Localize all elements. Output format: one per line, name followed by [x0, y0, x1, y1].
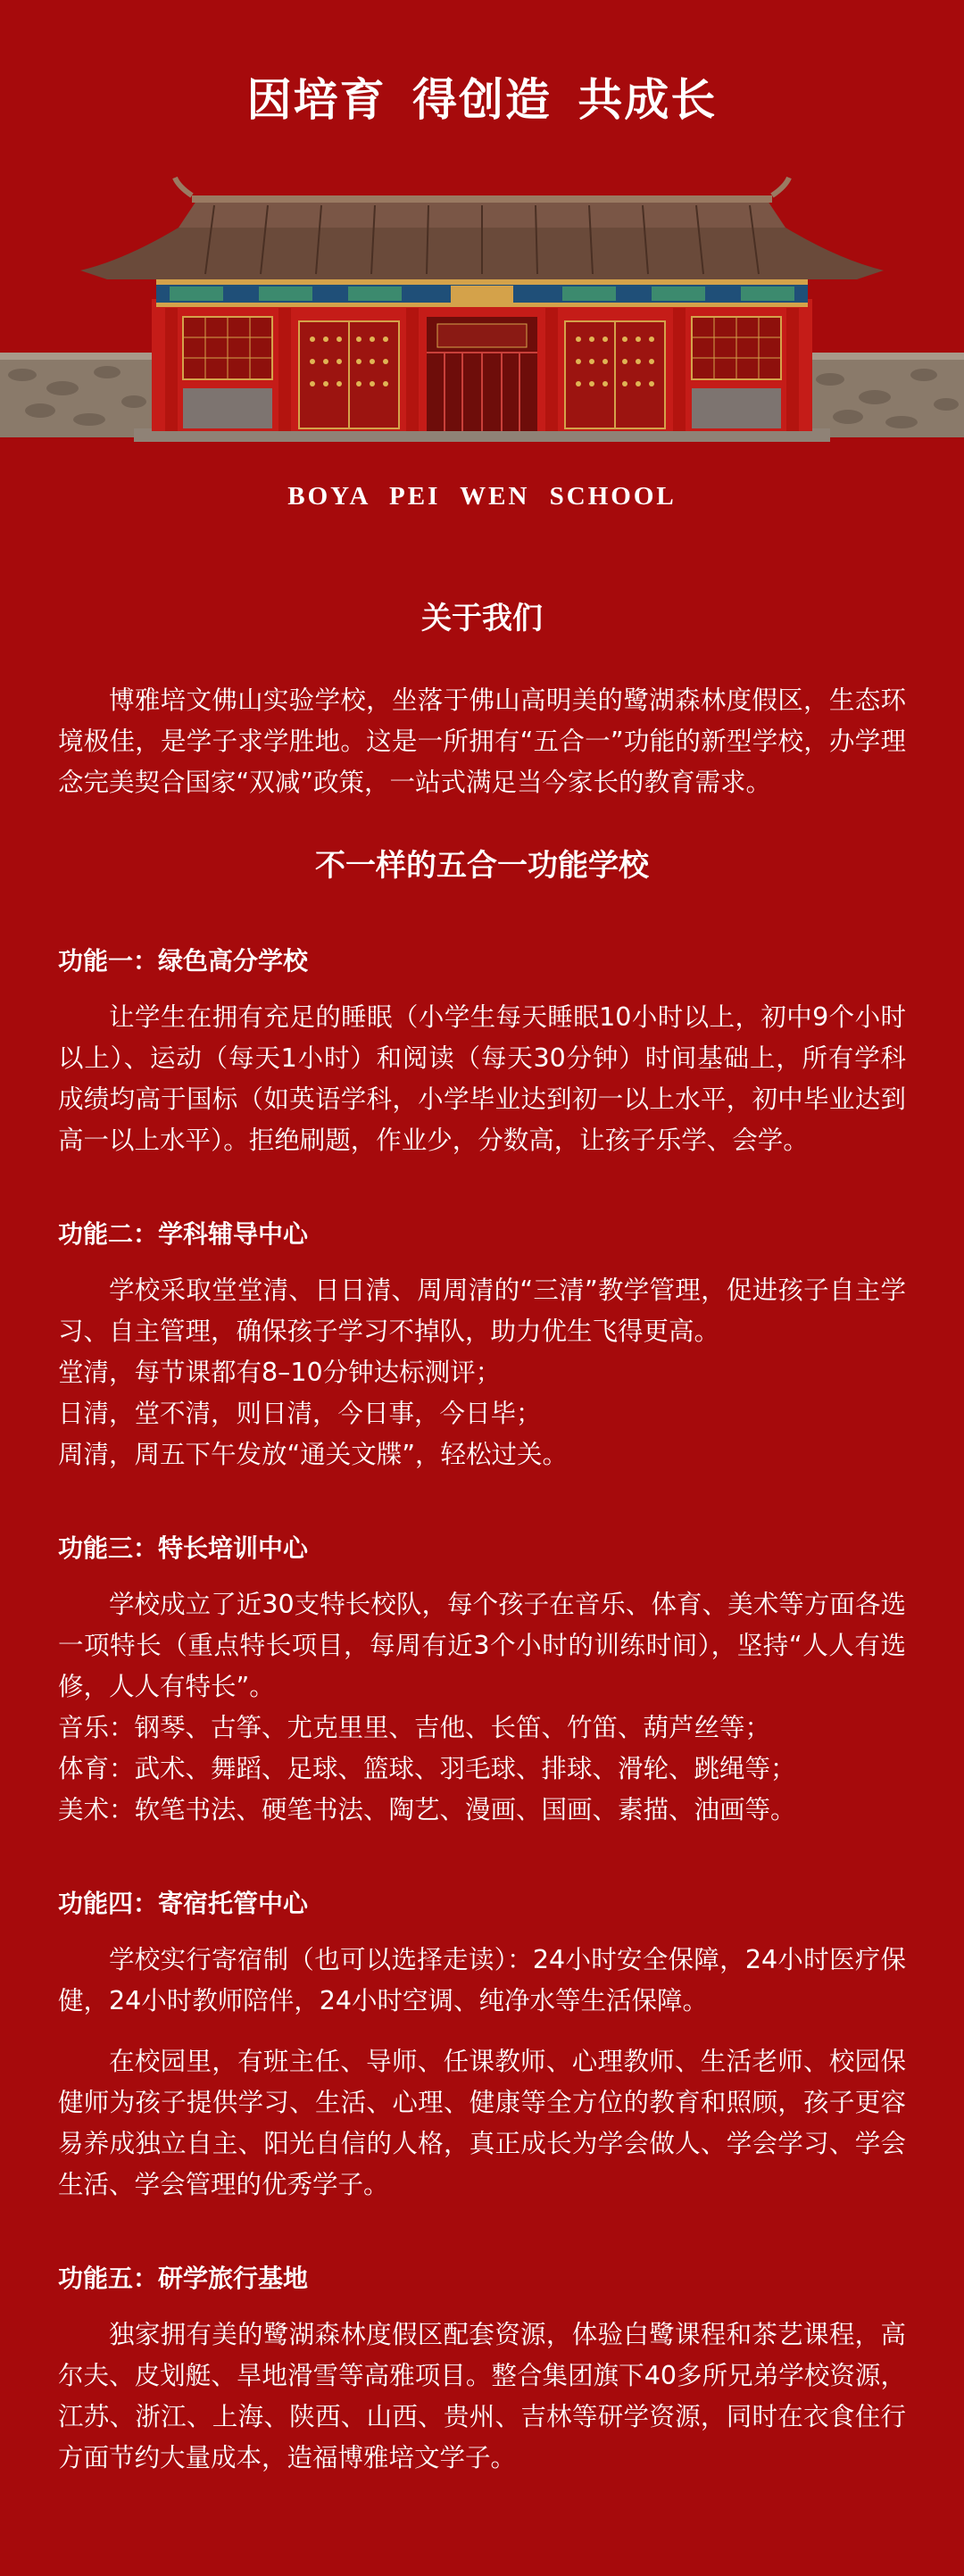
content [58, 594, 906, 2534]
five-in-one-title: 不一样的五合一功能学校 [315, 848, 649, 884]
feature-paragraph: 学校实行寄宿制（也可以选择走读）：24小时安全保障，24小时医疗保健，24小时教师陪伴，24小时空调、纯净水等生活保障。 [58, 1945, 906, 2015]
feature-title: 功能三：特长培训中心 [58, 1533, 309, 1563]
feature-2 [58, 1217, 906, 1475]
feature-line: 周清，周五下午发放“通关文牒”，轻松过关。 [58, 1440, 569, 1469]
feature-title: 功能二：学科辅导中心 [58, 1219, 309, 1249]
feature-line: 音乐：钢琴、古筝、尤克里里、吉他、长笛、竹笛、葫芦丝等； [58, 1713, 771, 1742]
school-gate-illustration [0, 174, 964, 451]
about-text: 博雅培文佛山实验学校，坐落于佛山高明美的鹭湖森林度假区，生态环境极佳，是学子求学胜地。这是一所拥有“五合一”功能的新型学校，办学理念完美契合国家“双减”政策，一站式满足当今家长的教育需求。 [58, 686, 906, 797]
feature-4 [58, 1886, 906, 2206]
feature-paragraph: 学校成立了近30支特长校队，每个孩子在音乐、体育、美术等方面各选一项特长（重点特长项目，每周有近3个小时的训练时间），坚持“人人有选修，人人有特长”。 [58, 1590, 906, 1701]
feature-title: 功能五：研学旅行基地 [58, 2264, 309, 2293]
feature-line: 日清，堂不清，则日清，今日事，今日毕； [58, 1399, 542, 1428]
hero-title: 因培育 得创造 共成长 [246, 73, 718, 126]
feature-3 [58, 1531, 906, 1831]
feature-line: 体育：武术、舞蹈、足球、篮球、羽毛球、排球、滑轮、跳绳等； [58, 1754, 796, 1783]
feature-5 [58, 2261, 906, 2479]
feature-line: 美术：软笔书法、硬笔书法、陶艺、漫画、国画、素描、油画等。 [58, 1795, 796, 1824]
about-title: 关于我们 [421, 601, 543, 636]
school-name-english: BOYA PEI WEN SCHOOL [287, 482, 677, 511]
feature-paragraph: 在校园里，有班主任、导师、任课教师、心理教师、生活老师、校园保健师为孩子提供学习、生活、心理、健康等全方位的教育和照顾，孩子更容易养成独立自主、阳光自信的人格，真正成长为学会做人、学会学习、学会生活、学会管理的优秀学子。 [58, 2047, 906, 2199]
feature-line: 堂清，每节课都有8–10分钟达标测评； [58, 1358, 502, 1387]
feature-paragraph: 学校采取堂堂清、日日清、周周清的“三清”教学管理，促进孩子自主学习、自主管理，确保孩子学习不掉队，助力优生飞得更高。 [58, 1276, 906, 1346]
feature-title: 功能四：寄宿托管中心 [58, 1889, 309, 1918]
feature-paragraph: 让学生在拥有充足的睡眠（小学生每天睡眠10小时以上，初中9个小时以上）、运动（每天1小时）和阅读（每天30分钟）时间基础上，所有学科成绩均高于国标（如英语学科，小学毕业达到初一以上水平，初中毕业达到高一以上水平）。拒绝刷题，作业少，分数高，让孩子乐学、会学。 [58, 1002, 906, 1155]
feature-1 [58, 943, 906, 1161]
feature-title: 功能一：绿色高分学校 [58, 946, 309, 976]
feature-paragraph: 独家拥有美的鹭湖森林度假区配套资源，体验白鹭课程和茶艺课程，高尔夫、皮划艇、旱地滑雪等高雅项目。整合集团旗下40多所兄弟学校资源，江苏、浙江、上海、陕西、山西、贵州、吉林等研学资源，同时在衣食住行方面节约大量成本，造福博雅培文学子。 [58, 2320, 906, 2472]
